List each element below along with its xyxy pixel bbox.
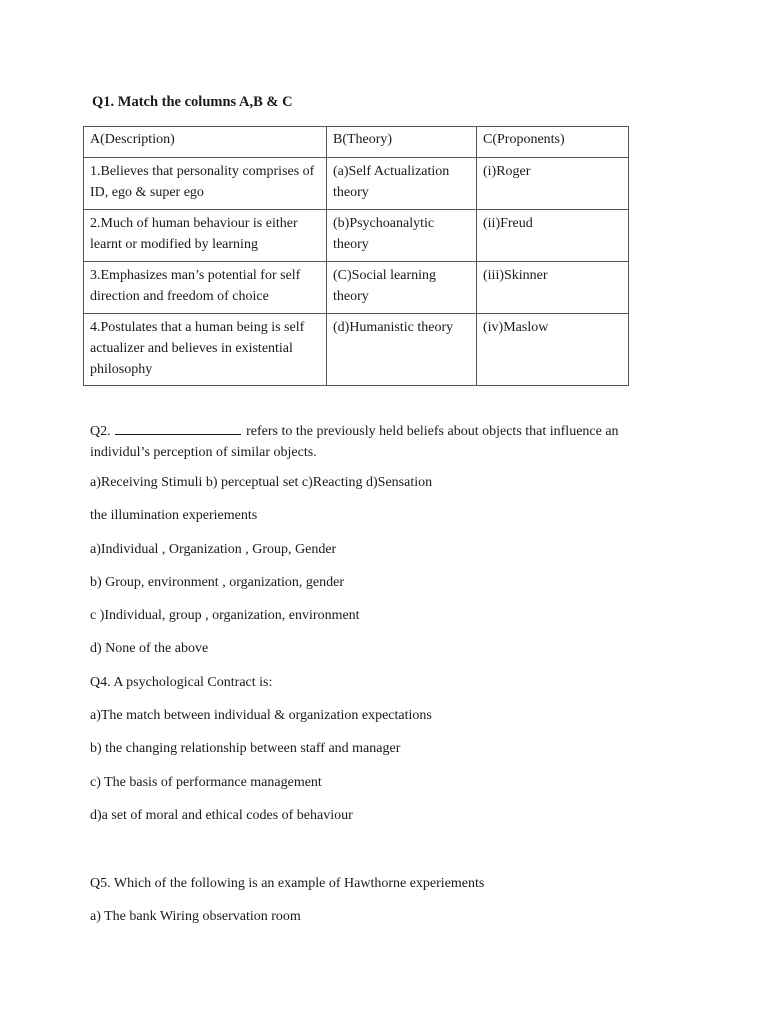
table-row: [84, 262, 629, 314]
q4-option-b: b) the changing relationship between staff and manager: [90, 741, 401, 756]
q5-stem: Q5. Which of the following is an example of Hawthorne experiements: [90, 876, 485, 891]
fill-in-blank: [115, 420, 241, 435]
q2-options: a)Receiving Stimuli b) perceptual set c)Reacting d)Sensation: [90, 475, 433, 490]
column-header-a: A(Description): [84, 127, 327, 158]
q4-option-c: c) The basis of performance management: [90, 775, 322, 790]
match-table: [83, 126, 629, 386]
q3-option-a: a)Individual , Organization , Group, Gender: [90, 542, 337, 557]
q3-option-c: c )Individual, group , organization, environment: [90, 608, 360, 623]
q4-option-d: d)a set of moral and ethical codes of behaviour: [90, 808, 353, 823]
theory-cell: (d)Humanistic theory: [327, 314, 477, 386]
description-cell: 3.Emphasizes man’s potential for self direction and freedom of choice: [84, 262, 327, 314]
description-cell: 4.Postulates that a human being is self actualizer and believes in existential philosophy: [84, 314, 327, 386]
q3-option-b: b) Group, environment , organization, gender: [90, 575, 345, 590]
proponent-cell: (iv)Maslow: [477, 314, 629, 386]
description-cell: 2.Much of human behaviour is either learnt or modified by learning: [84, 210, 327, 262]
table-row: [84, 210, 629, 262]
table-row: [84, 314, 629, 386]
theory-cell: (C)Social learning theory: [327, 262, 477, 314]
q1-title: Q1. Match the columns A,B & C: [92, 94, 293, 110]
proponent-cell: (iii)Skinner: [477, 262, 629, 314]
theory-cell: (a)Self Actualization theory: [327, 158, 477, 210]
proponent-cell: (i)Roger: [477, 158, 629, 210]
description-cell: 1.Believes that personality comprises of ID, ego & super ego: [84, 158, 327, 210]
theory-cell: (b)Psychoanalytic theory: [327, 210, 477, 262]
q3-stem: the illumination experiements: [90, 508, 258, 523]
column-header-b: B(Theory): [327, 127, 477, 158]
table-row: [84, 158, 629, 210]
table-header-row: [84, 127, 629, 158]
q2-question: [90, 420, 660, 463]
q3-option-d: d) None of the above: [90, 641, 209, 656]
q2-label: Q2.: [90, 424, 111, 439]
q2-text: refers to the previously held beliefs about objects that influence an individul’s perception of similar objects.: [90, 424, 619, 460]
q5-option-a: a) The bank Wiring observation room: [90, 909, 301, 924]
q4-option-a: a)The match between individual & organization expectations: [90, 708, 432, 723]
column-header-c: C(Proponents): [477, 127, 629, 158]
proponent-cell: (ii)Freud: [477, 210, 629, 262]
q4-stem: Q4. A psychological Contract is:: [90, 675, 273, 690]
